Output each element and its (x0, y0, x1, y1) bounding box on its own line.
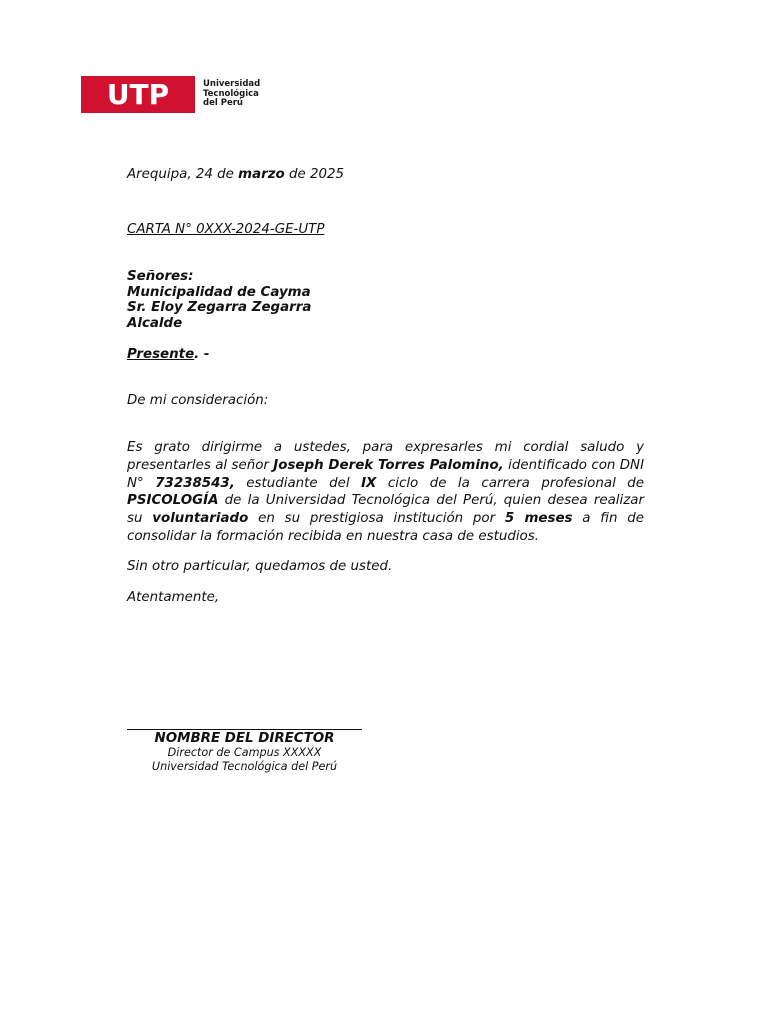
date-prefix: Arequipa, 24 de (127, 167, 239, 182)
letter-body (127, 439, 644, 546)
student-dni: 73238543, (155, 475, 235, 491)
logo-line-2: Tecnológica (203, 88, 259, 99)
logo-line-3: del Perú (203, 98, 243, 109)
presente-word: Presente (127, 347, 195, 362)
presente-suffix: . - (194, 347, 210, 362)
recipient-line-1: Señores: (127, 269, 194, 284)
date-month: marzo (238, 167, 285, 182)
body-text-4: ciclo de la carrera profesional de (376, 475, 645, 491)
body-text-7: a fin de consolidar la formación recibida en nuestra casa de estudios. (127, 511, 644, 544)
utp-logo (81, 76, 260, 113)
sign-off: Atentamente, (127, 590, 220, 605)
student-name: Joseph Derek Torres Palomino, (273, 457, 504, 473)
director-title: Director de Campus XXXXX (167, 746, 322, 759)
recipient-line-4: Alcalde (127, 315, 183, 331)
student-cycle: IX (361, 475, 377, 491)
signature-block (127, 729, 362, 773)
director-name: NOMBRE DEL DIRECTOR (154, 731, 335, 746)
letter-date (127, 167, 344, 182)
student-career: PSICOLOGÍA (127, 493, 219, 509)
body-text-5: de la Universidad Tecnológica del Perú, quien desea realizar su (127, 493, 644, 527)
utp-logo-mark: UTP (81, 76, 195, 113)
closing-line: Sin otro particular, quedamos de usted. (127, 559, 393, 574)
signature-line (127, 729, 362, 730)
recipient-line-2: Municipalidad de Cayma (127, 284, 311, 300)
duration: 5 meses (504, 511, 573, 527)
logo-line-1: Universidad (203, 79, 261, 90)
utp-logo-text (203, 80, 260, 109)
date-suffix: de 2025 (284, 167, 345, 182)
activity-type: voluntariado (152, 511, 249, 527)
letter-reference: CARTA N° 0XXX-2024-GE-UTP (127, 222, 325, 237)
recipient-line-3: Sr. Eloy Zegarra Zegarra (127, 300, 312, 315)
body-text-6: en su prestigiosa institución por (248, 511, 505, 527)
body-text-3: estudiante del (234, 475, 362, 491)
recipient-block (127, 269, 311, 331)
presente-line (127, 347, 209, 362)
body-text-1: Es grato dirigirme a ustedes, para expresarles mi cordial saludo y presentarles al señor (127, 440, 644, 473)
director-institution: Universidad Tecnológica del Perú (151, 759, 338, 773)
salutation: De mi consideración: (127, 393, 269, 408)
body-text-2: identificado con DNI N° (127, 457, 645, 491)
